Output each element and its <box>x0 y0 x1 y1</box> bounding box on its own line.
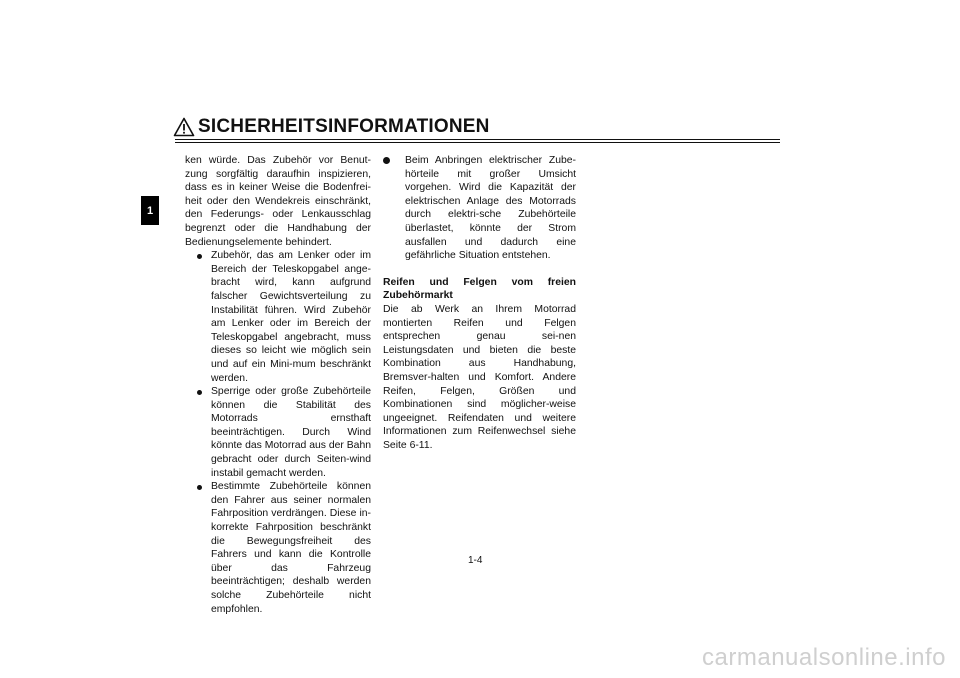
bullet-dot-icon <box>197 485 202 490</box>
left-column <box>185 154 371 616</box>
list-item: Bestimmte Zubehörteile können den Fahrer aus seiner normalen Fahrposition verdrängen. Diese in-korrekte Fahrposition beschränkt die Bewegungsfreiheit des Fahrers und kann die Kontrolle über das Fahrzeug beeinträchtigen; deshalb werden solche Zubehörteile nicht empfohlen. <box>185 480 371 616</box>
warning-triangle-icon <box>173 117 195 137</box>
bullet-dot-icon <box>197 390 202 395</box>
header-rule-top <box>175 139 780 140</box>
page-header <box>173 117 490 137</box>
section-subheading: Reifen und Felgen vom freien Zubehörmarkt <box>383 276 576 302</box>
chapter-tab: 1 <box>141 196 159 225</box>
right-column <box>383 154 576 452</box>
watermark: carmanualsonline.info <box>702 644 946 671</box>
right-body-paragraph: Die ab Werk an Ihrem Motorrad montierten Reifen und Felgen entsprechen genau sei-nen Leistungsdaten und bieten die beste Kombination aus Handhabung, Bremsver-halten und Komfort. Andere Reifen, Felgen, Größen und Kombinationen sind möglicher-weise ungeeignet. Reifendaten und weitere Informationen zum Reifenwechsel siehe Seite 6-11. <box>383 303 576 451</box>
bullet-dot-icon <box>383 157 390 164</box>
bullet-dot-icon <box>197 254 202 259</box>
list-item: Sperrige oder große Zubehörteile können die Stabilität des Motorrads ernsthaft beeinträchtigen. Durch Wind könnte das Motorrad aus der Bahn gebracht oder durch Seiten-wind instabil gemacht werden. <box>185 385 371 480</box>
page-number: 1-4 <box>468 555 483 566</box>
right-bullet-list <box>383 154 576 263</box>
list-item: Beim Anbringen elektrischer Zube-hörteile mit großer Umsicht vorgehen. Wird die Kapazität der elektrischen Anlage des Motorrads durch elektri-sche Zubehörteile überlastet, könnte der Strom ausfallen und dadurch eine gefährliche Situation entstehen. <box>383 154 576 263</box>
list-item: Zubehör, das am Lenker oder im Bereich der Teleskopgabel ange-bracht wird, kann aufgrund falscher Gewichtsverteilung zu Instabilität führen. Wird Zubehör am Lenker oder im Bereich der Teleskopgabel angebracht, muss dieses so leicht wie möglich sein und auf ein Mini-mum beschränkt werden. <box>185 249 371 385</box>
left-intro-paragraph: ken würde. Das Zubehör vor Benut-zung sorgfältig daraufhin inspizieren, dass es in keiner Weise die Bodenfrei-heit oder den Wendekreis einschränkt, den Federungs- oder Lenkausschlag begrenzt oder die Handhabung der Bedienungselemente behindert. <box>185 155 371 248</box>
left-bullet-list <box>185 249 371 616</box>
page-title: SICHERHEITSINFORMATIONEN <box>198 116 490 137</box>
header-rule-bottom <box>175 142 780 143</box>
